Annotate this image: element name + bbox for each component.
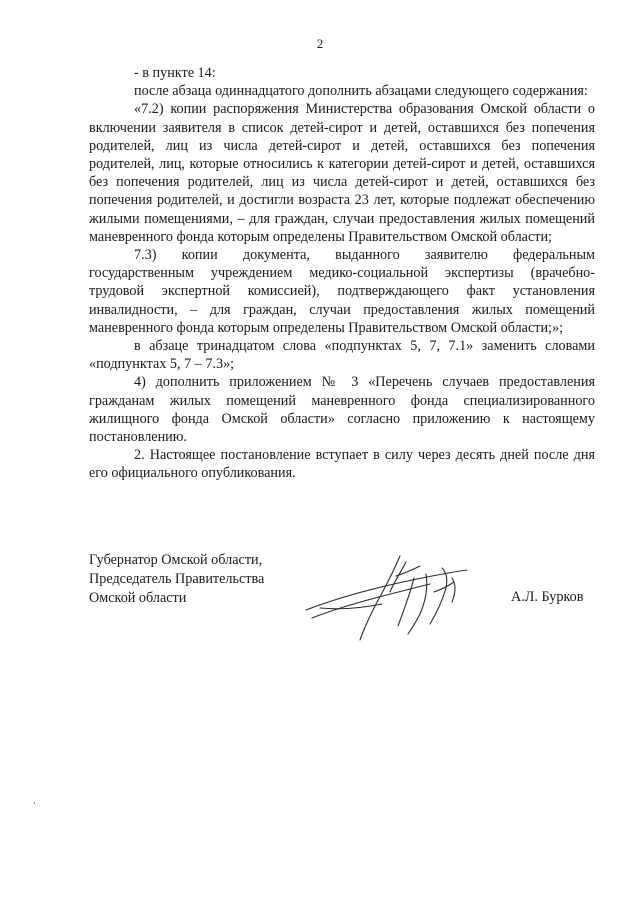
page-number: 2 [316, 36, 324, 51]
paragraph-thirteenth: в абзаце тринадцатом слова «подпунктах 5, 7, 7.1» заменить словами «подпунктах 5, 7 – 7.3»; [89, 338, 595, 373]
paragraph-appendix-3: 4) дополнить приложением № 3 «Перечень случаев предоставления гражданам жилых помещений маневренного фонда специализированного жилищного фонда Омской области» согласно приложению к настоящему постановлению. [89, 374, 595, 446]
paragraph-7-3: 7.3) копии документа, выданного заявителю федеральным государственным учреждением медико-социальной экспертизы (врачебно-трудовой экспертной комиссией), подтверждающего факт установления инвалидности, – для граждан, случаи предоставления жилых помещений маневренного фонда которым определены Правительством Омской области;»; [89, 247, 595, 336]
handwritten-signature [302, 548, 482, 648]
paragraph-7-2: «7.2) копии распоряжения Министерства образования Омской области о включении заявителя в список детей-сирот и детей, оставшихся без попечения родителей, лиц из числа детей-сирот и детей, оставшихся без попечения родителей, лиц, которые относились к категории детей-сирот и детей, оставшихся без попечения родителей, лиц из числа детей-сирот и детей, оставшихся без попечения родителей, и достигли возраста 23 лет, которые подлежат обеспечению жилыми помещениями, – для граждан, случаи предоставления жилых помещений маневренного фонда которым определены Правительством Омской области; [89, 101, 595, 245]
position-line: Омской области [89, 590, 187, 606]
paragraph-point-14: - в пункте 14: [134, 65, 216, 81]
position-line: Губернатор Омской области, [89, 552, 263, 568]
paragraph-after-eleventh: после абзаца одиннадцатого дополнить абзацами следующего содержания: [134, 83, 588, 100]
position-line: Председатель Правительства [89, 571, 265, 587]
paragraph-effective-date: 2. Настоящее постановление вступает в силу через десять дней после дня его официального опубликования. [89, 447, 595, 482]
signatory-position [89, 551, 264, 608]
document-body [89, 64, 595, 483]
signer-name: А.Л. Бурков [511, 589, 584, 605]
margin-mark [34, 802, 35, 804]
